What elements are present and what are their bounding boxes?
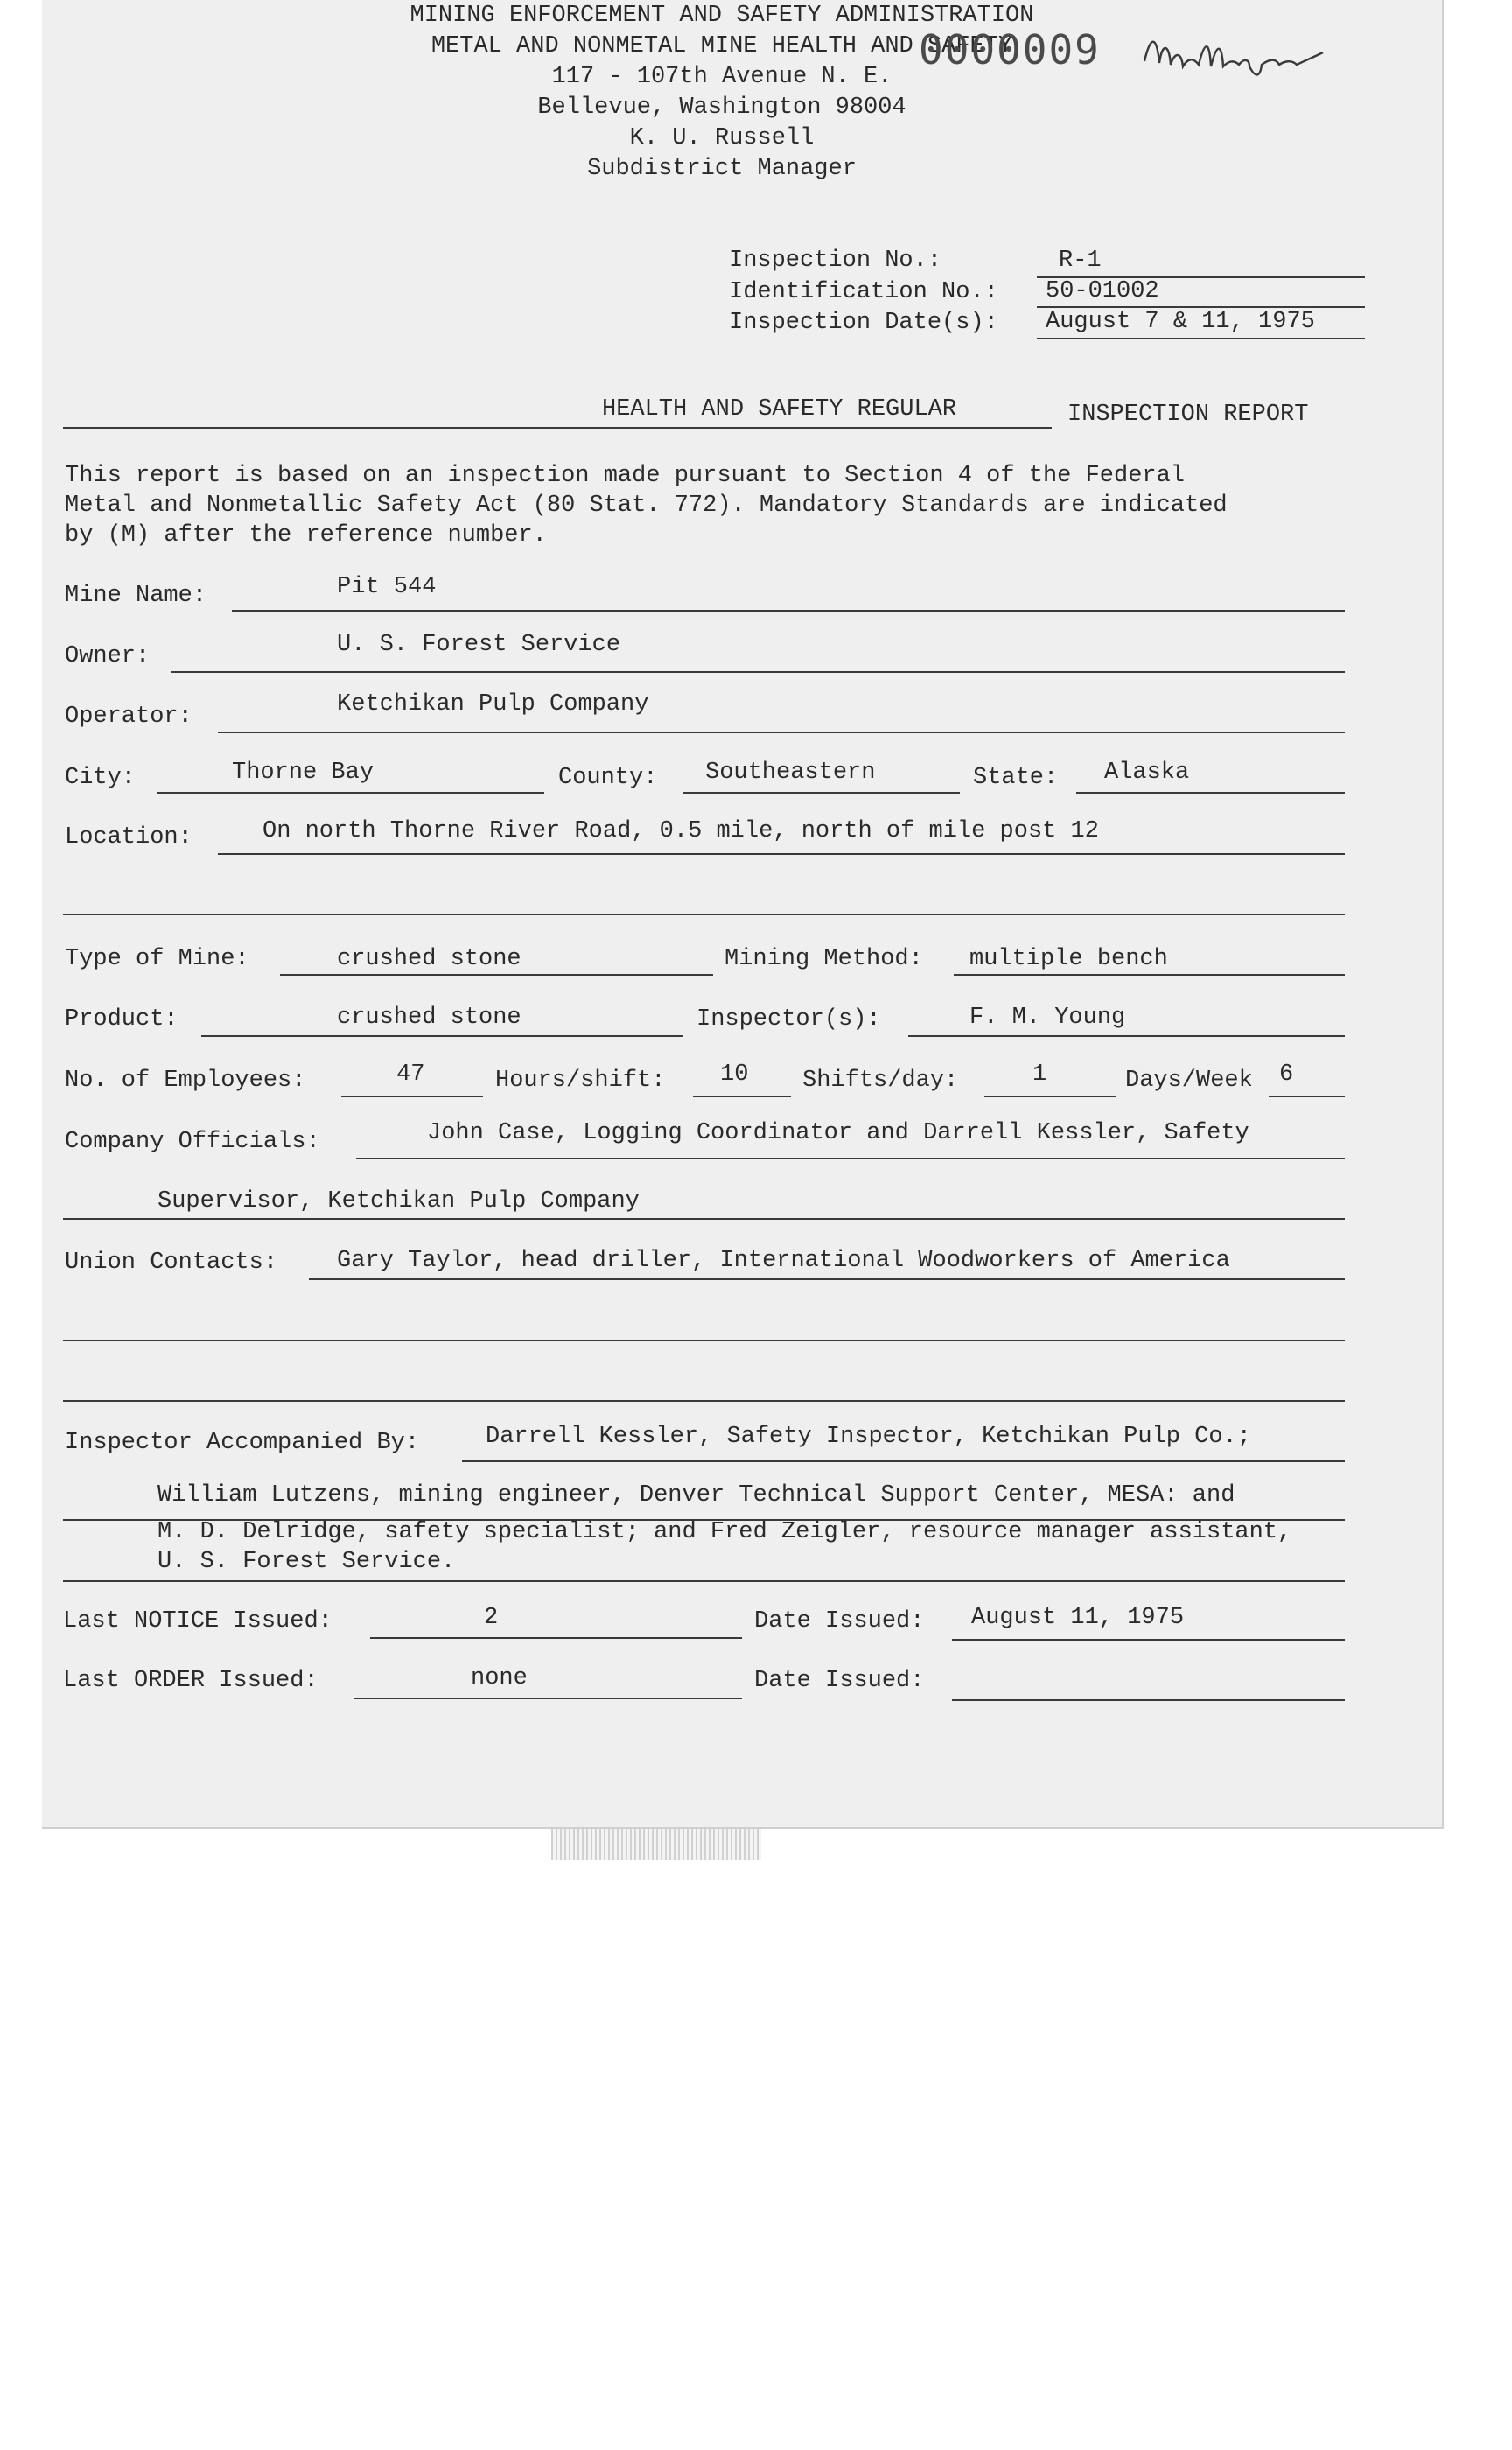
inspection-no-label: Inspection No.: — [729, 248, 942, 274]
agency-name: MINING ENFORCEMENT AND SAFETY ADMINISTRATION — [410, 3, 1034, 29]
union-label: Union Contacts: — [65, 1250, 278, 1276]
hours-label: Hours/shift: — [495, 1068, 666, 1094]
inspectors-label: Inspector(s): — [696, 1006, 881, 1032]
type-of-mine-line — [280, 974, 713, 976]
last-order-line — [354, 1698, 742, 1699]
city-value: Thorne Bay — [232, 760, 374, 786]
location-label: Location: — [65, 824, 192, 850]
intro-line-2: Metal and Nonmetallic Safety Act (80 Stat. 772). Mandatory Standards are indicated — [65, 493, 1228, 519]
product-line — [201, 1035, 682, 1037]
officials-label: Company Officials: — [65, 1129, 320, 1155]
location-line-2 — [63, 914, 1345, 915]
owner-line — [172, 671, 1345, 673]
union-value: Gary Taylor, head driller, International Woodworkers of America — [337, 1248, 1230, 1274]
last-order-value: none — [471, 1665, 528, 1691]
accompanied-line-3 — [63, 1580, 1345, 1582]
last-order-label: Last ORDER Issued: — [63, 1668, 318, 1694]
officials-line-1 — [356, 1158, 1345, 1159]
hours-line — [693, 1096, 791, 1097]
agency-division: METAL AND NONMETAL MINE HEALTH AND SAFETY — [430, 33, 1013, 60]
intro-line-3: by (M) after the reference number. — [65, 522, 547, 549]
operator-value: Ketchikan Pulp Company — [337, 691, 649, 718]
accompanied-label: Inspector Accompanied By: — [65, 1430, 420, 1456]
address-street: 117 - 107th Avenue N. E. — [551, 64, 892, 90]
county-value: Southeastern — [705, 760, 876, 786]
state-value: Alaska — [1104, 760, 1190, 786]
officials-line-2 — [63, 1218, 1345, 1220]
city-line — [158, 792, 544, 794]
inspection-no-value: R-1 — [1059, 248, 1102, 274]
last-notice-label: Last NOTICE Issued: — [63, 1608, 332, 1634]
manager-title: Subdistrict Manager — [587, 156, 857, 182]
operator-line — [218, 732, 1345, 733]
days-label: Days/Week — [1125, 1068, 1253, 1094]
days-line — [1269, 1096, 1345, 1097]
days-value: 6 — [1279, 1061, 1294, 1088]
owner-label: Owner: — [65, 643, 150, 669]
address-city: Bellevue, Washington 98004 — [537, 94, 906, 121]
officials-value-1: John Case, Logging Coordinator and Darrell Kessler, Safety — [427, 1120, 1250, 1146]
identification-no-value: 50-01002 — [1046, 278, 1159, 304]
report-type: HEALTH AND SAFETY REGULAR — [602, 396, 957, 423]
employees-line — [341, 1096, 483, 1097]
report-type-line — [63, 427, 1052, 429]
inspectors-value: F. M. Young — [970, 1004, 1126, 1031]
state-label: State: — [973, 765, 1059, 791]
type-of-mine-label: Type of Mine: — [65, 946, 249, 972]
last-notice-value: 2 — [484, 1605, 499, 1631]
manager-name: K. U. Russell — [629, 125, 815, 151]
employees-value: 47 — [396, 1061, 425, 1088]
employees-label: No. of Employees: — [65, 1068, 306, 1094]
operator-label: Operator: — [65, 704, 192, 730]
notice-date-label: Date Issued: — [754, 1608, 925, 1634]
inspection-dates-value: August 7 & 11, 1975 — [1046, 309, 1315, 335]
mining-method-value: multiple bench — [970, 946, 1168, 972]
accompanied-value-1: Darrell Kessler, Safety Inspector, Ketchikan Pulp Co.; — [486, 1424, 1251, 1450]
mining-method-line — [954, 974, 1345, 976]
mine-name-value: Pit 544 — [337, 574, 437, 600]
accompanied-line-1 — [462, 1460, 1345, 1462]
mine-name-line — [232, 610, 1345, 612]
accompanied-value-4: U. S. Forest Service. — [158, 1549, 456, 1575]
union-line-3 — [63, 1400, 1345, 1402]
mining-method-label: Mining Method: — [724, 946, 923, 972]
notice-date-line — [952, 1639, 1345, 1641]
officials-value-2: Supervisor, Ketchikan Pulp Company — [158, 1188, 640, 1214]
inspection-dates-label: Inspection Date(s): — [729, 310, 998, 336]
report-title: INSPECTION REPORT — [1068, 402, 1309, 428]
accompanied-value-2: William Lutzens, mining engineer, Denver Technical Support Center, MESA: and — [158, 1482, 1236, 1508]
order-date-label: Date Issued: — [754, 1668, 925, 1694]
product-value: crushed stone — [337, 1004, 522, 1031]
location-line — [218, 853, 1345, 855]
last-notice-line — [370, 1637, 742, 1639]
handwritten-signature — [1138, 26, 1330, 88]
union-line-2 — [63, 1340, 1345, 1341]
shifts-label: Shifts/day: — [802, 1068, 959, 1094]
state-line — [1076, 792, 1345, 794]
type-of-mine-value: crushed stone — [337, 946, 522, 972]
owner-value: U. S. Forest Service — [337, 632, 621, 658]
inspection-dates-line — [1037, 338, 1365, 340]
location-value: On north Thorne River Road, 0.5 mile, north of mile post 12 — [262, 818, 1099, 844]
product-label: Product: — [65, 1006, 178, 1032]
accompanied-value-3: M. D. Delridge, safety specialist; and Fred Zeigler, resource manager assistant, — [158, 1519, 1292, 1545]
shifts-value: 1 — [1032, 1061, 1047, 1088]
notice-date-value: August 11, 1975 — [971, 1605, 1185, 1631]
scan-edge-strip — [551, 1829, 761, 1860]
city-label: City: — [65, 765, 136, 791]
identification-no-label: Identification No.: — [729, 279, 998, 305]
document-number-stamp: 0000009 — [919, 26, 1101, 74]
hours-value: 10 — [720, 1061, 749, 1088]
county-label: County: — [558, 765, 658, 791]
order-date-line — [952, 1699, 1345, 1701]
inspectors-line — [908, 1035, 1345, 1037]
shifts-line — [984, 1096, 1116, 1097]
union-line — [309, 1278, 1345, 1280]
mine-name-label: Mine Name: — [65, 583, 207, 609]
county-line — [682, 792, 960, 794]
intro-line-1: This report is based on an inspection made pursuant to Section 4 of the Federal — [65, 463, 1186, 489]
